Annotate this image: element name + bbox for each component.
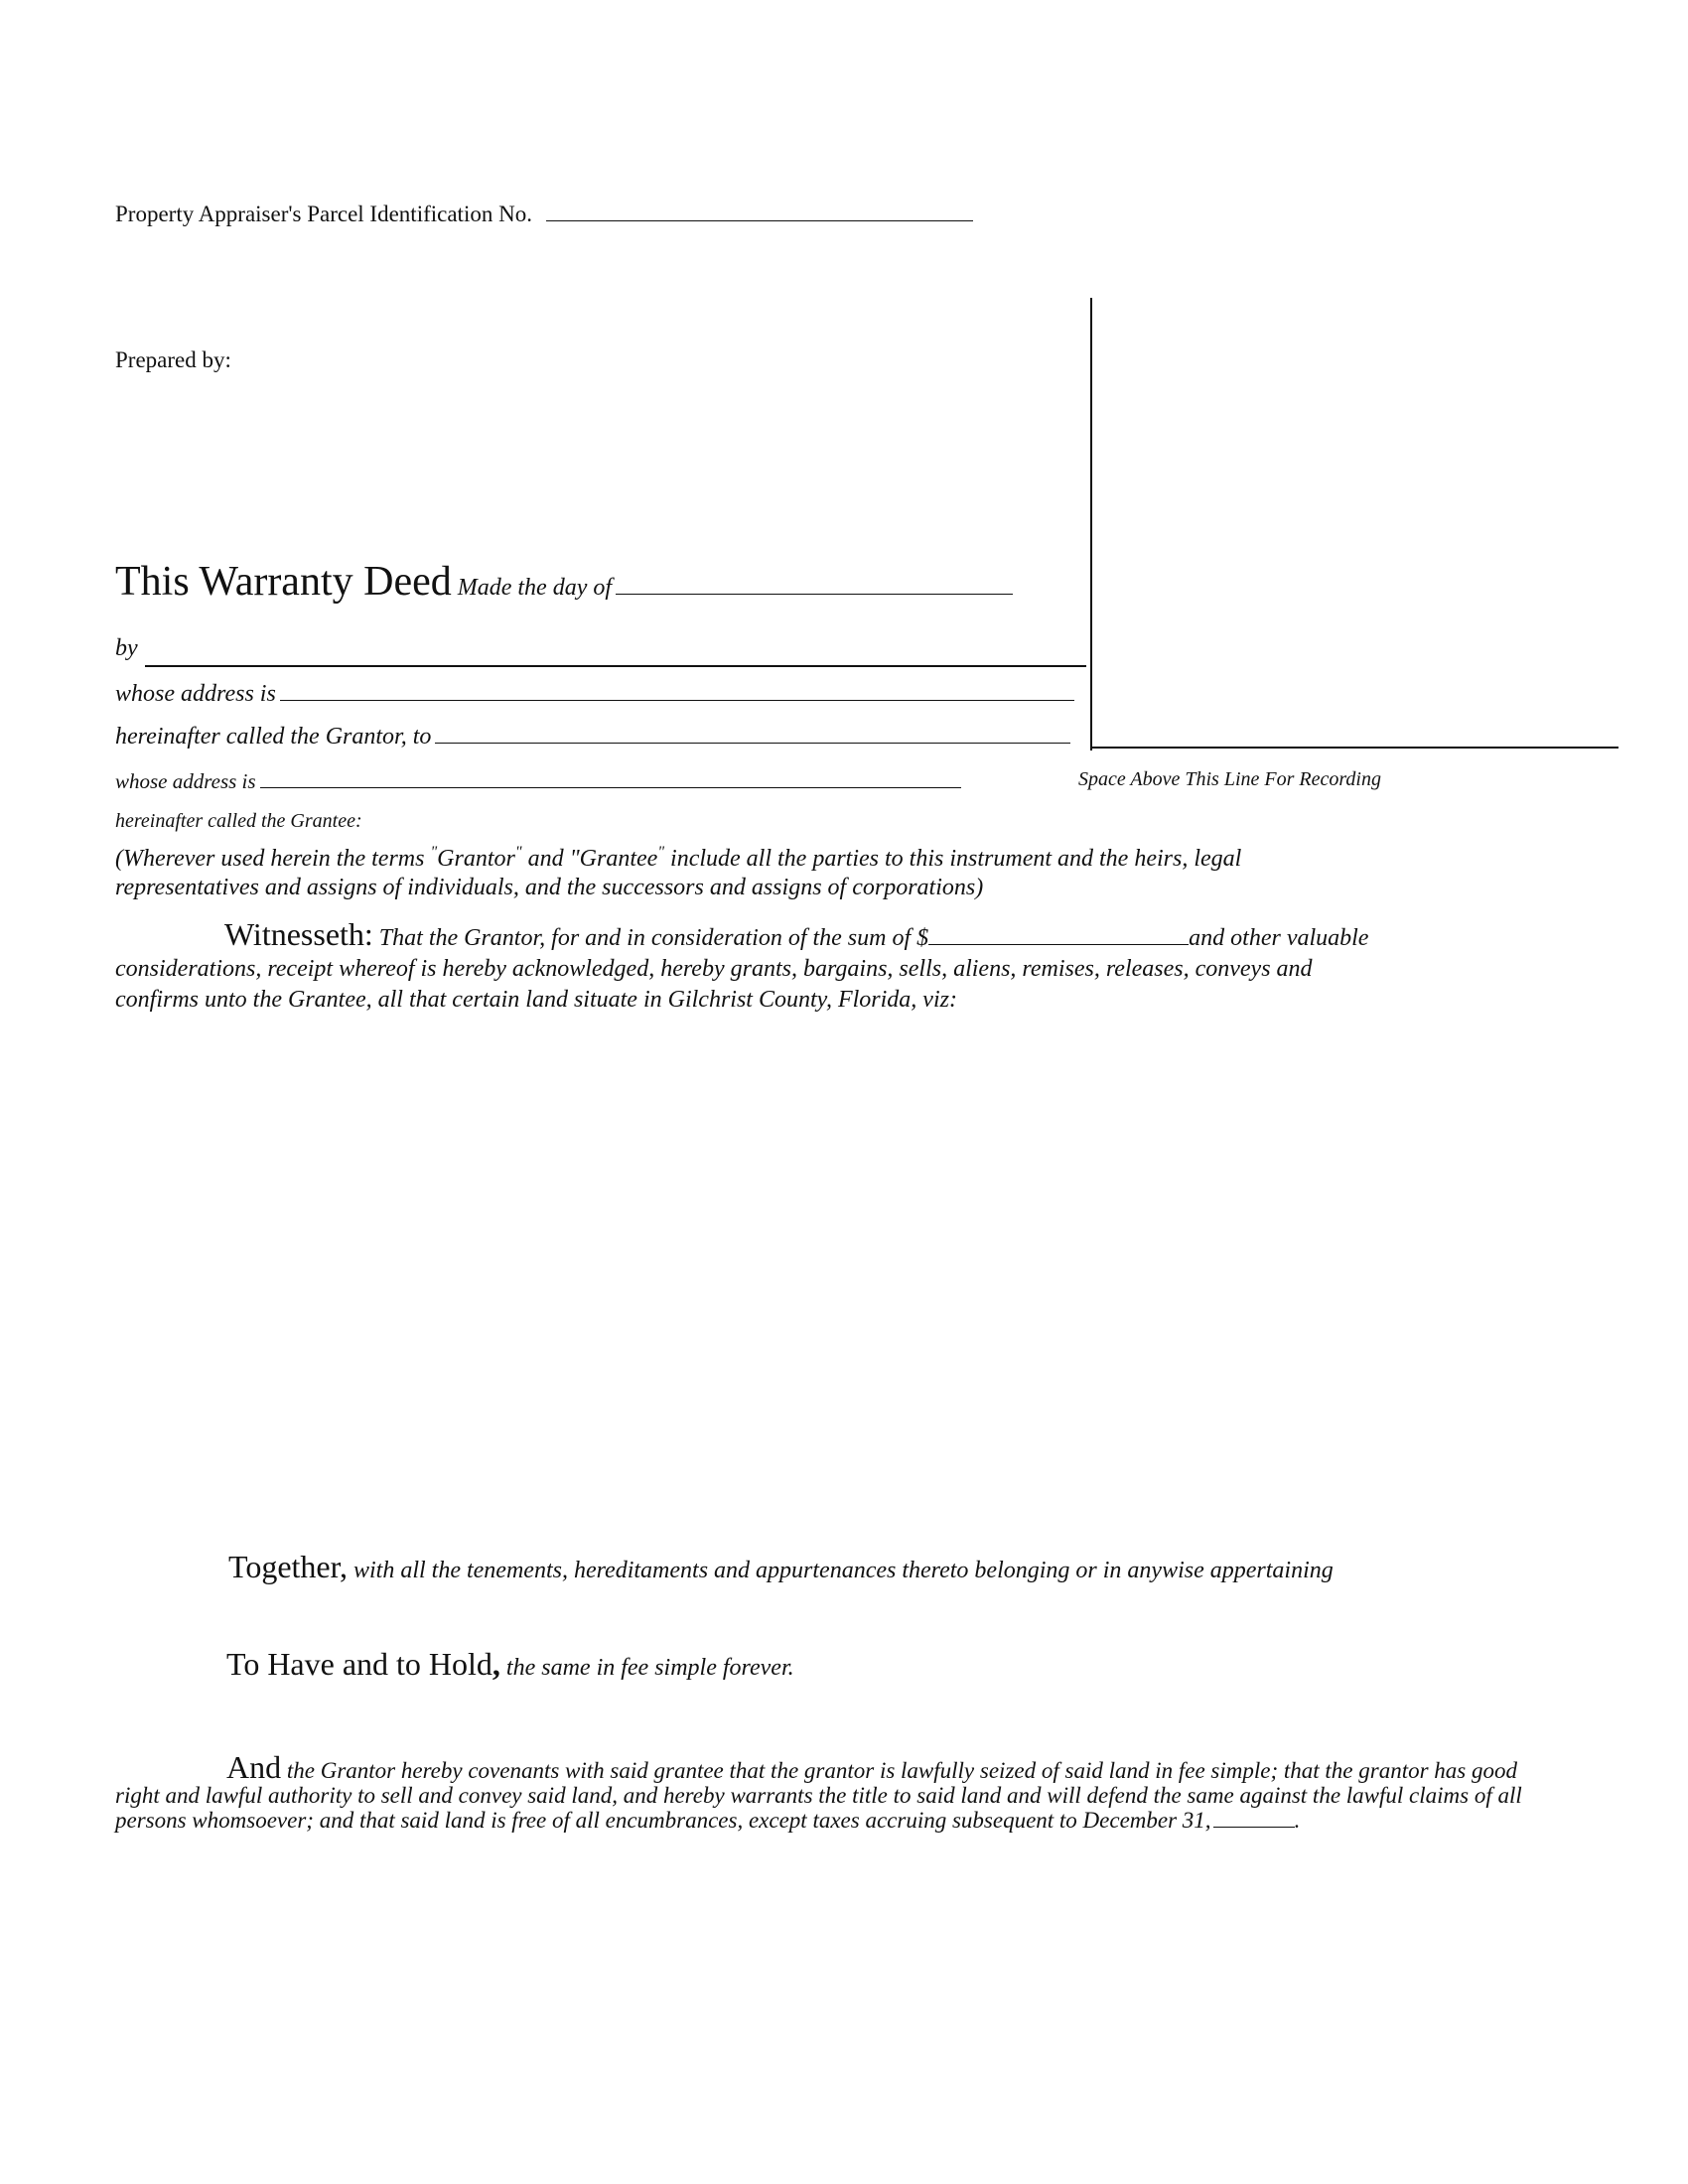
deed-title-line [115,558,1013,606]
grantee-label: hereinafter called the Grantee: [115,810,362,832]
prepared-by-label: Prepared by: [115,347,231,372]
tax-year-field[interactable] [1213,1811,1295,1828]
covenant-heading: And [226,1749,282,1785]
together-clause [228,1549,1334,1585]
deed-title: This Warranty Deed [115,559,452,605]
parcel-id-line [115,202,973,227]
witnesseth-line-2: considerations, receipt whereof is hereby acknowledged, hereby grants, bargains, sells, aliens, remises, releases, conveys and [115,956,1313,982]
covenant-paragraph: And the Grantor hereby covenants with said grantee that the grantor is lawfully seized of said land in fee simple; that the grantor has good right and lawful authority to sell and convey said land, and hereby warrants the title to said land and will defend the same against the lawful claims of all persons whomsoever; and that said land is free of all encumbrances, except taxes accruing subsequent to December 31, . [115,1749,1522,1833]
habendum-heading: To Have and to Hold [226,1646,492,1682]
recording-space-note: Space Above This Line For Recording [1078,768,1381,790]
witnesseth-line-1: Witnesseth: That the Grantor, for and in consideration of the sum of $ and other valuable [224,916,1369,952]
grantor-to-label: hereinafter called the Grantor, to [115,724,432,750]
together-text: with all the tenements, hereditaments and appurtenances thereto belonging or in anywise appertaining [347,1558,1334,1583]
recording-area-rule [1092,747,1618,749]
grantor-address-field[interactable] [280,680,1074,701]
definitions-line-2: representatives and assigns of individuals, and the successors and assigns of corporations) [115,875,984,900]
together-heading: Together, [228,1549,348,1584]
parcel-id-field[interactable] [546,203,973,221]
witnesseth-heading: Witnesseth: [224,916,373,952]
grantee-address-line [115,767,961,794]
grantor-address-label: whose address is [115,681,276,707]
covenant-text: the Grantor hereby covenants with said grantee that the grantor is lawfully seized of said land in fee simple; that the grantor has good right and lawful authority to sell and convey said land, and hereby warrants the title to said land and will defend the same against the lawful claims of all persons whomsoever; and that said land is free of all encumbrances, except taxes accruing subsequent to December 31, [115,1758,1522,1833]
grantor-name-field[interactable] [145,665,1086,667]
definitions-paragraph [115,838,1366,902]
grantee-address-label: whose address is [115,769,256,793]
consideration-amount-field[interactable] [928,926,1189,945]
grantor-address-line [115,680,1074,708]
by-label: by [115,635,138,661]
grantee-address-field[interactable] [260,767,961,788]
witnesseth-line-3: confirms unto the Grantee, all that certain land situate in Gilchrist County, Florida, viz: [115,987,957,1013]
recording-area-divider [1090,298,1092,751]
grantee-name-field[interactable] [435,723,1070,744]
witnesseth-paragraph [115,916,1406,1016]
habendum-text: the same in fee simple forever. [499,1655,794,1681]
grantee-name-line [115,723,1070,751]
made-day-field[interactable] [616,574,1013,595]
habendum-clause: To Have and to Hold, the same in fee simple forever. [226,1646,794,1682]
parcel-id-label: Property Appraiser's Parcel Identification No. [115,202,532,226]
made-day-label: Made the day of [457,575,613,601]
definitions-line-1: (Wherever used herein the terms "Grantor" and "Grantee" include all the parties to this instrument and the heirs, legal [115,844,1242,872]
